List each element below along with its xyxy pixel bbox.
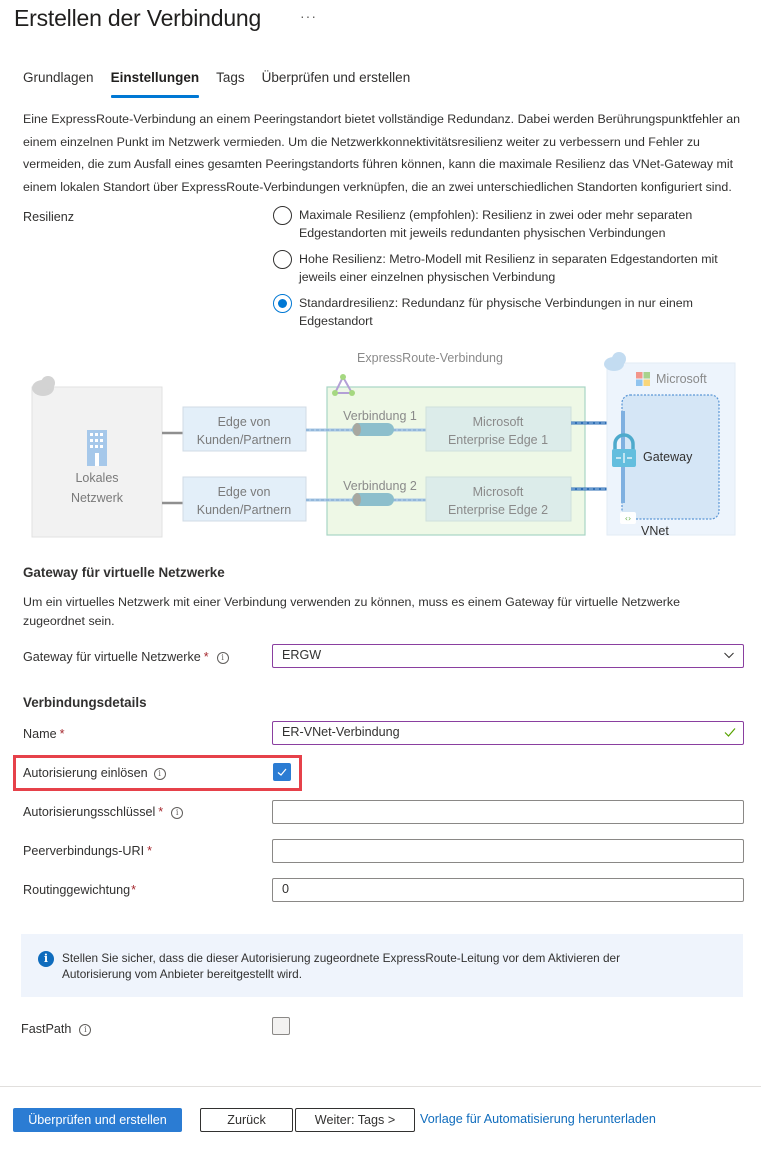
info-banner (21, 934, 743, 997)
msee-1-line-2: Enterprise Edge 1 (447, 433, 549, 447)
vnet-icon (620, 512, 636, 524)
msee-2-line-1: Microsoft (472, 485, 524, 499)
download-template-link[interactable]: Vorlage für Automatisierung herunterladen (420, 1112, 656, 1126)
info-icon[interactable]: i (217, 652, 229, 664)
valid-checkmark-icon (724, 726, 736, 738)
peer-uri-label-text: Peerverbindungs-URI (23, 844, 145, 858)
tab-grundlagen[interactable]: Grundlagen (23, 70, 94, 85)
required-mark: * (131, 883, 137, 897)
fastpath-label-text: FastPath (21, 1022, 72, 1036)
on-premises-label-2: Netzwerk (70, 491, 124, 505)
resilience-label: Resilienz (23, 210, 75, 224)
microsoft-label: Microsoft (656, 372, 707, 386)
auth-key-input[interactable] (272, 800, 744, 824)
customer-edge-1-line-1: Edge von (217, 415, 271, 429)
name-label (23, 727, 65, 741)
info-icon[interactable]: i (79, 1024, 91, 1036)
redeem-authorization-label-text: Autorisierung einlösen (23, 766, 148, 780)
tab-einstellungen[interactable]: Einstellungen (111, 70, 200, 93)
radio-button[interactable] (273, 206, 292, 225)
required-mark: * (203, 650, 209, 664)
back-button[interactable]: Zurück (200, 1108, 293, 1132)
info-icon[interactable]: i (171, 807, 183, 819)
required-mark: * (147, 844, 153, 858)
fastpath-checkbox[interactable] (272, 1017, 290, 1035)
page-title: Erstellen der Verbindung (14, 5, 262, 31)
auth-key-label-text: Autorisierungsschlüssel (23, 805, 156, 819)
peer-uri-input[interactable] (272, 839, 744, 863)
info-banner-text: Stellen Sie sicher, dass die dieser Autorisierung zugeordnete ExpressRoute-Leitung vor dem Aktivieren der Autorisierung vom Anbieter bereitgestellt wird. (62, 951, 621, 981)
customer-edge-1-line-2: Kunden/Partnern (196, 433, 292, 447)
tab-tags[interactable]: Tags (216, 70, 245, 85)
gateway-section-description: Um ein virtuelles Netzwerk mit einer Verbindung verwenden zu können, muss es einem Gateway für virtuelle Netzwerke zugeordnet sein. (23, 595, 680, 628)
fastpath-label (21, 1022, 91, 1036)
peer-uri-label (23, 844, 152, 858)
routing-weight-label (23, 883, 136, 897)
tab-review-create[interactable]: Überprüfen und erstellen (261, 70, 411, 85)
expressroute-icon (332, 374, 355, 396)
resilience-option-maximum[interactable] (273, 206, 739, 242)
routing-weight-input-value: 0 (282, 882, 290, 896)
radio-button[interactable] (273, 250, 292, 269)
redeem-authorization-checkbox[interactable] (273, 763, 291, 781)
radio-button-selected[interactable] (273, 294, 292, 313)
info-icon: i (38, 951, 54, 967)
name-label-text: Name (23, 727, 57, 741)
radio-label: Maximale Resilienz (empfohlen): Resilienz in zwei oder mehr separaten Edgestandorten mit jeweils redundanten physischen Verbindungen (299, 208, 693, 240)
building-icon (87, 430, 107, 466)
info-icon[interactable]: i (154, 768, 166, 780)
details-section-heading: Verbindungsdetails (23, 695, 147, 710)
connection-2-label: Verbindung 2 (343, 479, 417, 493)
gateway-label: Gateway (643, 450, 693, 464)
resilience-option-standard[interactable] (273, 294, 739, 330)
gateway-field-label (23, 650, 229, 664)
gateway-section-heading: Gateway für virtuelle Netzwerke (23, 565, 225, 580)
auth-key-label (23, 805, 183, 819)
checkmark-icon (274, 764, 290, 780)
gateway-field-label-text: Gateway für virtuelle Netzwerke (23, 650, 201, 664)
chevron-down-icon (724, 650, 734, 660)
required-mark: * (158, 805, 164, 819)
msee-1-line-1: Microsoft (472, 415, 524, 429)
svg-text:‹›: ‹› (624, 514, 632, 523)
expressroute-title: ExpressRoute-Verbindung (357, 351, 503, 365)
footer-divider (0, 1086, 761, 1087)
vnet-label: VNet (641, 524, 669, 538)
radio-label: Hohe Resilienz: Metro-Modell mit Resilienz in separaten Edgestandorten mit jeweils einer einzelnen physischen Verbindung (299, 252, 718, 284)
resilience-option-high[interactable] (273, 250, 739, 286)
tab-bar (23, 70, 427, 93)
cloud-icon (32, 376, 55, 396)
circuit-2-icon (352, 493, 394, 506)
expressroute-diagram (0, 345, 761, 545)
radio-label: Standardresilienz: Redundanz für physische Verbindungen in nur einem Edgestandort (299, 296, 693, 328)
customer-edge-2-line-2: Kunden/Partnern (196, 503, 292, 517)
review-create-button[interactable]: Überprüfen und erstellen (13, 1108, 182, 1132)
msee-2-line-2: Enterprise Edge 2 (447, 503, 549, 517)
name-input-value: ER-VNet-Verbindung (282, 725, 400, 739)
gateway-select[interactable] (272, 644, 744, 668)
customer-edge-2-line-1: Edge von (217, 485, 271, 499)
gateway-select-value: ERGW (282, 648, 322, 662)
required-mark: * (59, 727, 65, 741)
name-input[interactable] (272, 721, 744, 745)
on-premises-label-1: Lokales (75, 471, 119, 485)
routing-weight-input[interactable] (272, 878, 744, 902)
redeem-authorization-label (23, 766, 166, 780)
next-tags-button[interactable]: Weiter: Tags > (295, 1108, 415, 1132)
more-options-button[interactable]: ··· (300, 8, 317, 24)
circuit-1-icon (352, 423, 394, 436)
connection-1-label: Verbindung 1 (343, 409, 417, 423)
routing-weight-label-text: Routinggewichtung (23, 883, 131, 897)
intro-text: Eine ExpressRoute-Verbindung an einem Peeringstandort bietet vollständige Redundanz. Dabei werden Berührungspunktfehler an einem einzelnen Punkt im Netzwerk vermieden. Um die Netzwerkkonnektivitätsresilienz weiter zu verbessern und Fehler zu vermeiden, die zum Ausfall eines gesamten Peeringstandorts führen können, kann die maximale Resilienz das VNet-Gateway mit einem lokalen Standort über ExpressRoute-Verbindungen verknüpfen, die an zwei unterschiedlichen Standorten konfiguriert sind. (23, 112, 741, 194)
